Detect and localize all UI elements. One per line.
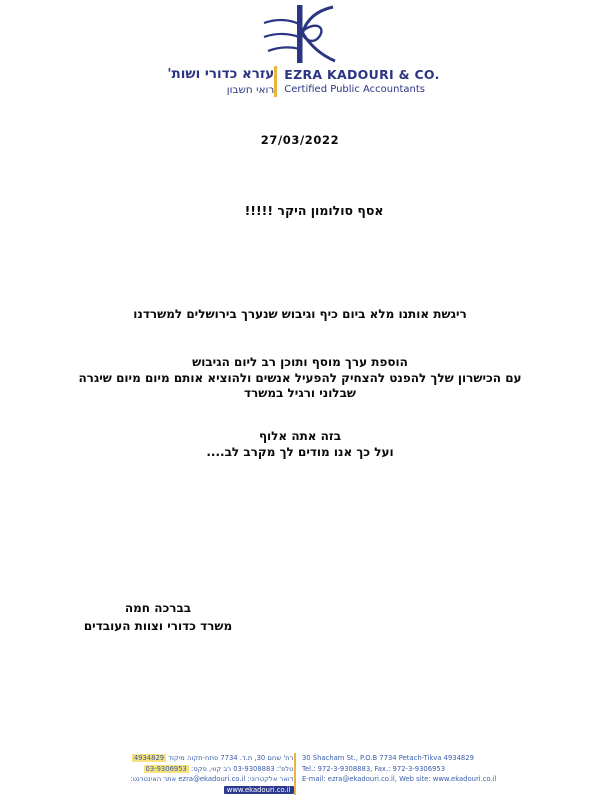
footer-english-column bbox=[296, 753, 592, 795]
footer-hebrew-address-text: רח' שחם 30, ת.ד. 7734 פתח-תקוה מיקוד bbox=[168, 754, 294, 762]
paragraph-3 bbox=[0, 429, 600, 460]
signature-sender: משרד כדורי וצוות העובדים bbox=[83, 618, 233, 633]
footer bbox=[98, 753, 592, 795]
ek-monogram-icon bbox=[261, 4, 339, 64]
paragraph-1: ריגשת אותנו מלא ביום כיף וגיבוש שנערך בירושלים למשרדנו bbox=[133, 307, 467, 321]
footer-english-email: E-mail: ezra@ekadouri.co.il, Web site: www.ekadouri.co.il bbox=[302, 775, 497, 783]
letter-date: 27/03/2022 bbox=[260, 133, 340, 147]
paragraph-2-line-3: שבלוני ורגיל במשרד bbox=[243, 386, 356, 400]
footer-hebrew-column bbox=[98, 753, 294, 795]
salutation: אסף סולומון היקר !!!!! bbox=[244, 203, 384, 218]
brand-english bbox=[277, 66, 439, 97]
footer-english-address: 30 Shacham St., P.O.B 7734 Petach-Tikva 4934829 bbox=[302, 754, 474, 762]
footer-hebrew-zip-highlight: 4934829 bbox=[133, 754, 165, 762]
signature-block bbox=[58, 600, 258, 635]
paragraph-2 bbox=[0, 355, 600, 402]
footer-hebrew-email bbox=[104, 774, 294, 795]
paragraph-3-line-2: ועל כך אנו מודים לך מקרב לב.... bbox=[206, 444, 394, 459]
paragraph-2-line-2: עם הכישרון שלך להפנט להצחיק להפעיל אנשים ולהוציא אותם מיום מיום שיגרה bbox=[78, 370, 522, 385]
footer-hebrew-address bbox=[104, 753, 294, 764]
brand-hebrew bbox=[160, 66, 274, 97]
footer-hebrew-phone bbox=[104, 764, 294, 775]
footer-hebrew-fax-highlight: 03-9306953 bbox=[145, 764, 187, 773]
brand-name-hebrew: עזרא כדורי ושות' bbox=[167, 66, 275, 82]
paragraph-2-line-1: הוספת ערך מוסף ותוכן רב ליום הגיבוש bbox=[192, 355, 408, 369]
footer-hebrew-website-badge: www.ekadouri.co.il bbox=[224, 786, 294, 794]
footer-hebrew-email-text: דואר אלקטרוני: ezra@ekadouri.co.il אתר האינטרנט: bbox=[130, 775, 294, 783]
brand-subtitle-hebrew: רואי חשבון bbox=[226, 84, 275, 96]
signature-closing: בברכה חמה bbox=[124, 601, 192, 615]
footer-hebrew-phone-text: טלפ': 03-9308883 רב קווי, פקס: bbox=[191, 764, 294, 773]
brand-subtitle-english: Certified Public Accountants bbox=[284, 84, 425, 95]
paragraph-3-line-1: בזה אתה אלוף bbox=[258, 429, 342, 443]
letterhead bbox=[0, 4, 600, 97]
footer-english-phone: Tel.: 972-3-9308883, Fax.: 972-3-9306953 bbox=[302, 764, 446, 773]
brand-name-english: EZRA KADOURI & CO. bbox=[284, 67, 440, 82]
brand-block bbox=[160, 66, 439, 97]
